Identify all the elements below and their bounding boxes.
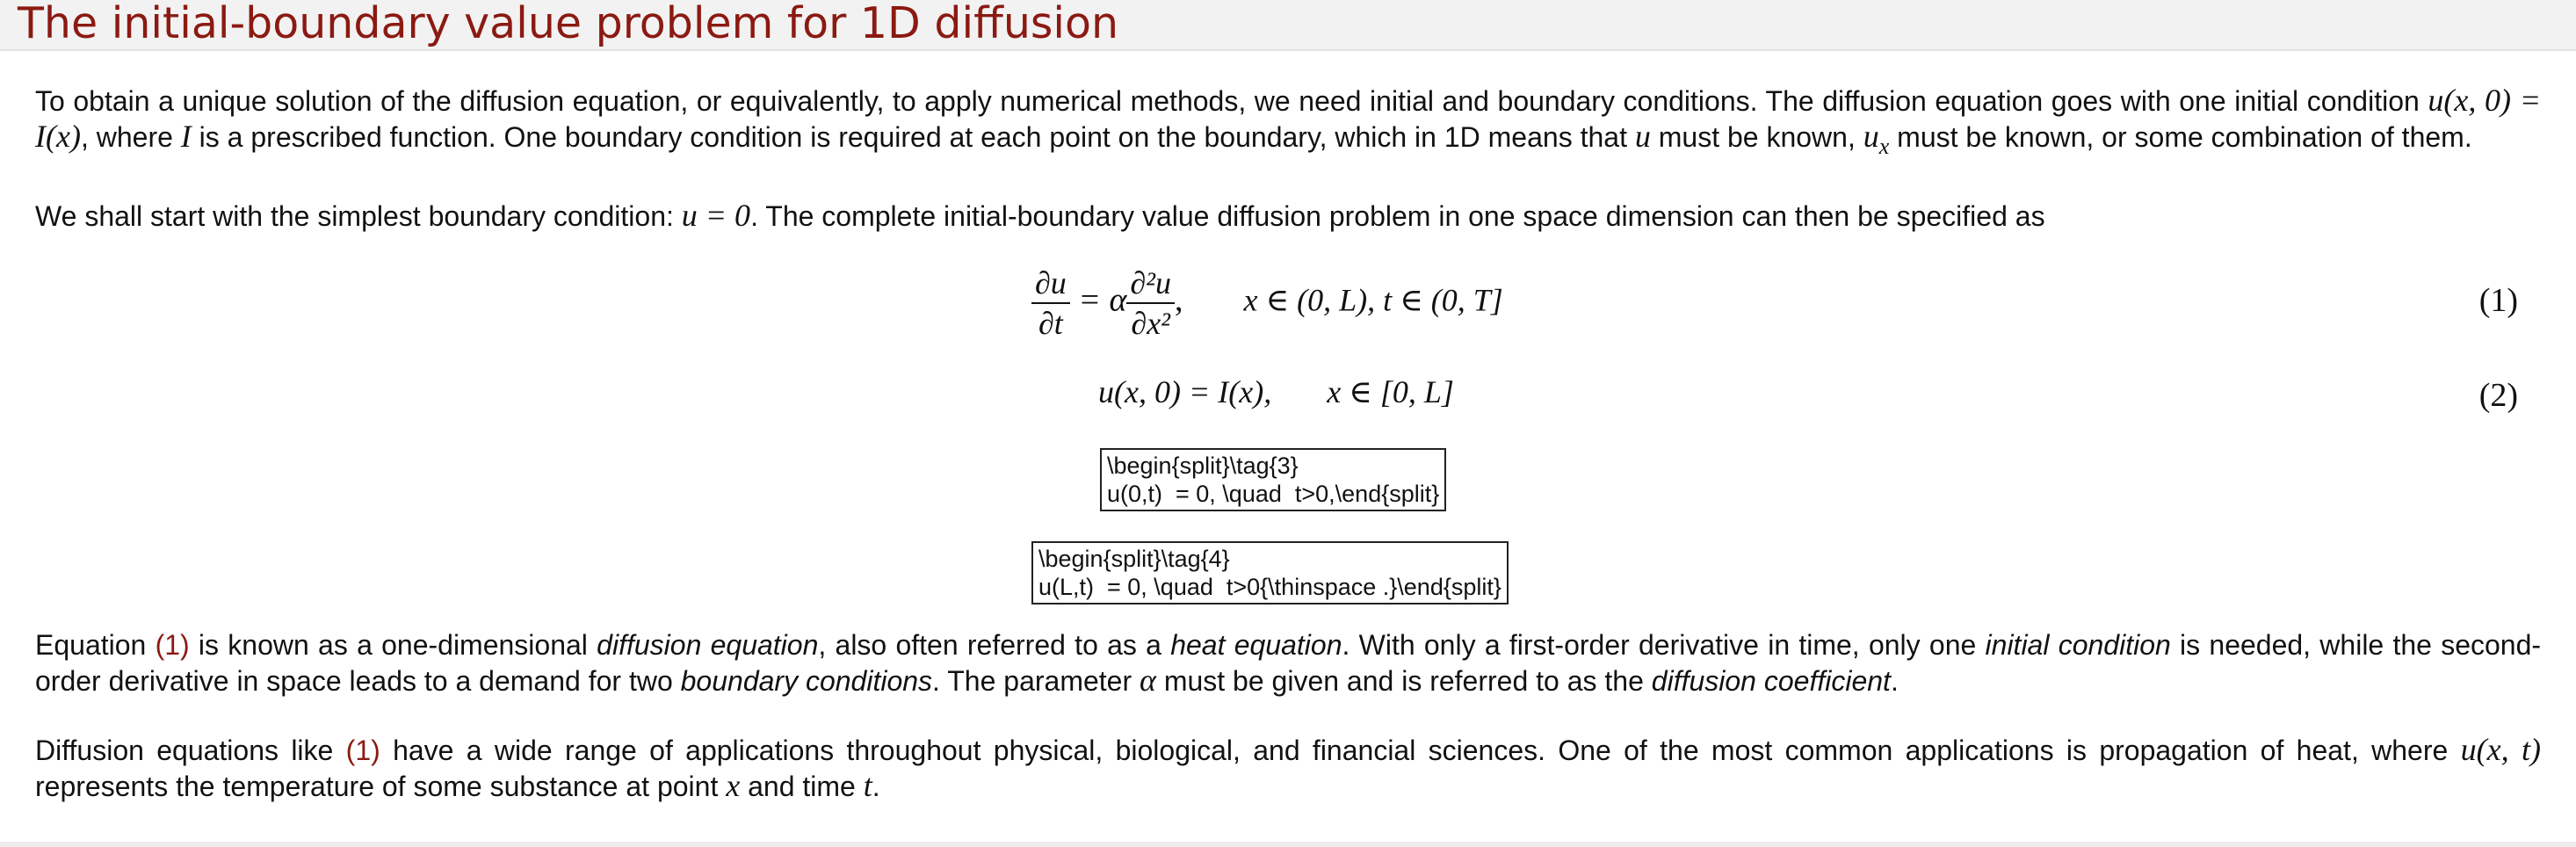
fraction-du-dt: $\frac{\partial u}{\partial t}$ [1031,264,1070,343]
equation-2-tag: (2) [2478,377,2518,415]
math-u: u [1634,119,1651,154]
equation-2: u(x, 0) = I(x), x ∈ [0, L] [1098,374,1454,410]
math-u-zero: u = 0 [681,198,751,234]
paragraph-equation-description: Equation (1) is known as a one-dimensional diffusion equation, also often referred to as a heat equation. With only a first-order derivative in time, only one initial condition is needed, while the second-order derivative in space leads to a demand for two boundary conditions. The parameter α must be given and is referred to as the diffusion coefficient. [35,629,2542,699]
paragraph-applications: Diffusion equations like (1) have a wide range of applications throughout physical, biological, and financial sciences. One of the most common applications is propagation of heat, where u(x, t) represents the temperature of some substance at point x and time t. [35,732,2542,804]
page-title: The initial-boundary value problem for 1D diffusion [18,0,1119,48]
math-ux: $u_x$ [1863,119,1890,160]
math-u-x-t: u(x, t) [2460,732,2542,768]
equation-1-domain: x ∈ (0, L), t ∈ (0, T] [1243,282,1503,318]
math-initial-condition: u(x, 0) = I(x) [35,83,2541,154]
equation-ref-link[interactable]: (1) [155,629,190,662]
equation-block [35,234,2541,627]
equation-1: $\frac{\partial u}{\partial t}$ = α $\frac{\text{∂²u}}{\text{∂x²}}$ , x ∈ (0, L), t ∈ (0, T] [1031,264,1503,343]
page-header [0,0,2576,51]
equation-ref-link[interactable]: (1) [345,735,380,767]
paragraph-boundary: We shall start with the simplest boundary condition: u = 0. The complete initial-boundary value diffusion problem in one space dimension can then be specified as [35,198,2045,234]
latex-error-box-4: \begin{split}\tag{4} u(L,t) = 0, \quad t>0{\thinspace .}\end{split} [1031,541,1509,604]
bottom-divider [0,842,2576,847]
paragraph-intro: To obtain a unique solution of the diffusion equation, or equivalently, to apply numerical methods, we need initial and boundary conditions. The diffusion equation goes with one initial condition u(x, 0) = I(x), where I is a prescribed function. One boundary condition is required at each point on the boundary, which in 1D means that u must be known, $u_x$ must be known, or some combination of them. [35,83,2541,160]
math-alpha: α [1140,662,1156,699]
document-body [35,83,2541,804]
equation-1-tag: (1) [2478,282,2518,320]
math-t: t [863,768,872,804]
math-i: I [180,119,192,154]
fraction-d2u-dx2: $\frac{\text{∂²u}}{\text{∂x²}}$ [1126,264,1175,343]
latex-error-box-3: \begin{split}\tag{3} u(0,t) = 0, \quad t>0,\end{split} [1100,448,1446,511]
math-x: x [726,768,741,804]
